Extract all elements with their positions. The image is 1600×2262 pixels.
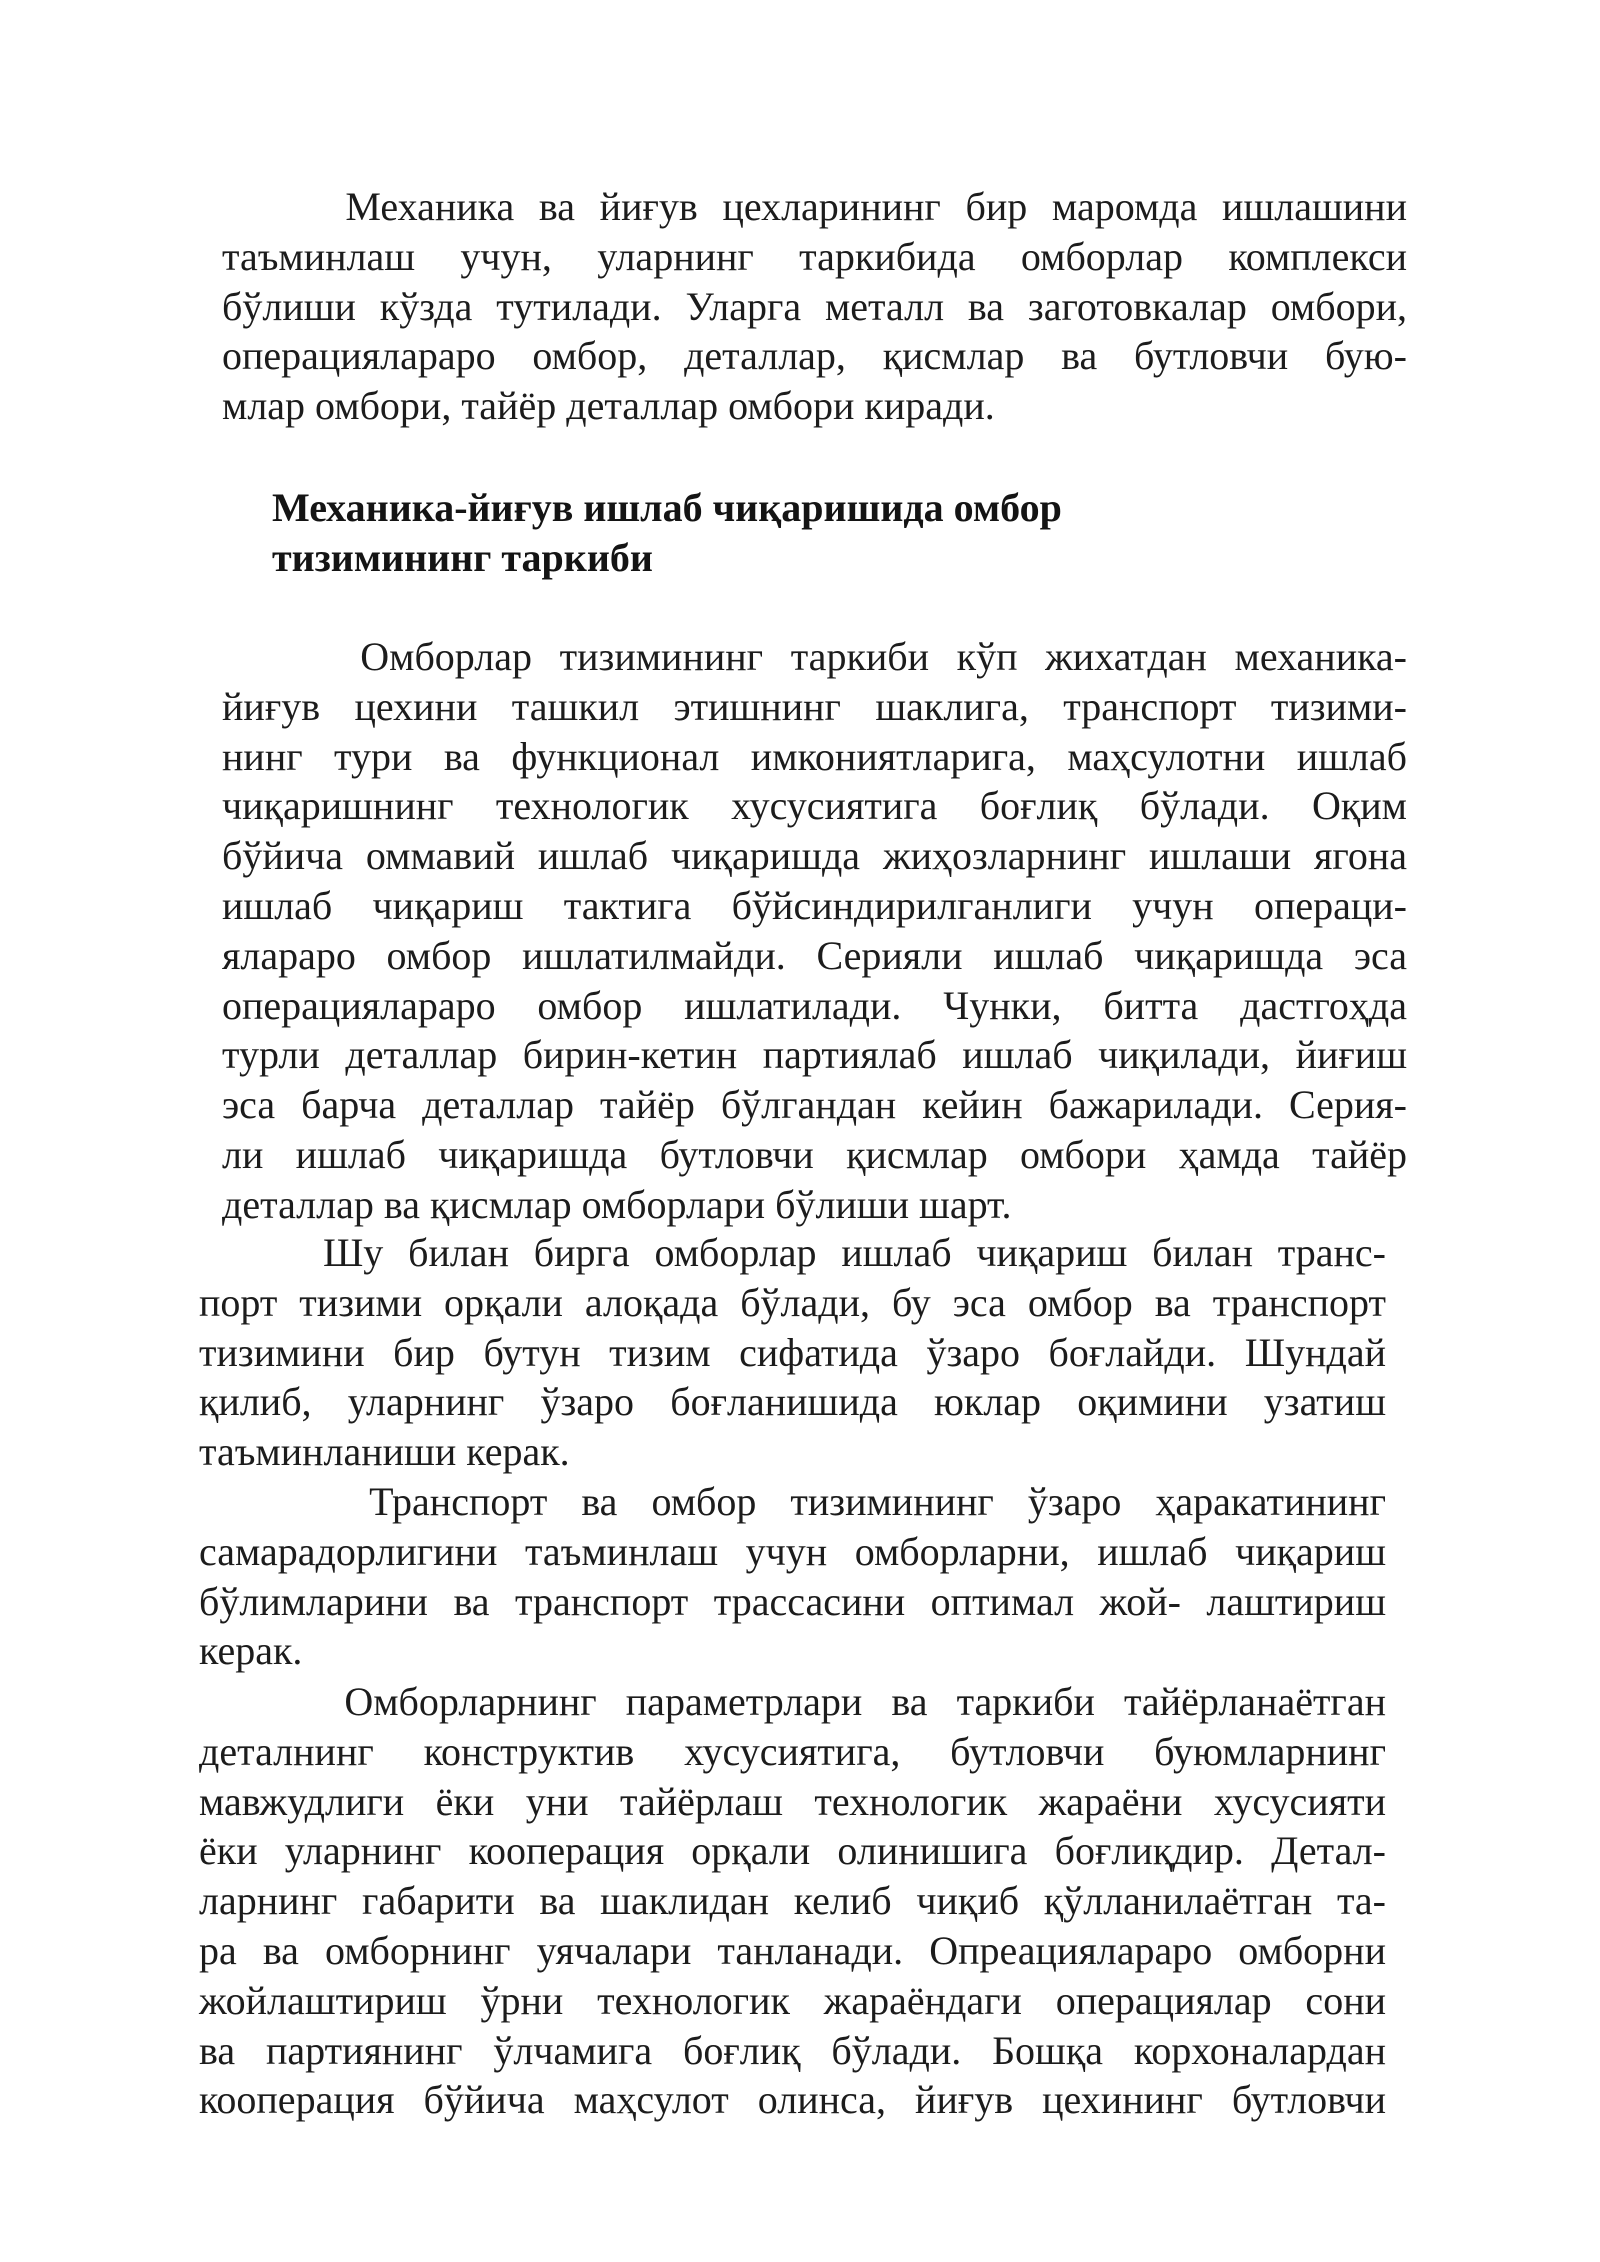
heading-line: тизимининг таркиби <box>272 534 653 580</box>
paragraph-warehouse-structure <box>222 632 1407 1230</box>
section-heading <box>272 483 1062 583</box>
paragraph-line: самарадорлигини таъминлаш учун омборларни, ишлаб чиқариш <box>199 1528 1386 1574</box>
paragraph-line: ялараро омбор ишлатилмайди. Серияли ишлаб чиқаришда эса <box>222 932 1407 978</box>
paragraph-line: кооперация бўйича маҳсулот олинса, йиғув цехининг бутловчи <box>199 2077 1386 2123</box>
paragraph-line: Механика ва йиғув цехларининг бир маромда ишлашини <box>222 184 1407 229</box>
paragraph-line: деталнинг конструктив хусусиятига, бутловчи буюмларнинг <box>199 1728 1386 1774</box>
paragraph-line: Омборларнинг параметрлари ва таркиби тайёрланаётган <box>199 1679 1386 1724</box>
paragraph-warehouse-parameters <box>199 1677 1386 2125</box>
paragraph-line: нинг тури ва функционал имкониятларига, маҳсулотни ишлаб <box>222 733 1407 779</box>
paragraph-line: ишлаб чиқариш тактига бўйсиндирилганлиги учун операци- <box>222 882 1407 928</box>
paragraph-line: Омборлар тизимининг таркиби кўп жихатдан механика- <box>222 634 1407 679</box>
paragraph-line: ва партиянинг ўлчамига боғлиқ бўлади. Бошқа корхоналардан <box>199 2027 1386 2073</box>
paragraph-line: жойлаштириш ўрни технологик жараёндаги операциялар сони <box>199 1977 1386 2023</box>
paragraph-line: тизимини бир бутун тизим сифатида ўзаро боғлайди. Шундай <box>199 1329 1386 1375</box>
paragraph-line: ёки уларнинг кооперация орқали олинишига боғлиқдир. Детал- <box>199 1828 1386 1874</box>
paragraph-line: бўлимларини ва транспорт трассасини оптимал жой- лаштириш <box>199 1578 1386 1624</box>
paragraph-line: операциялараро омбор, деталлар, қисмлар ва бутловчи бую- <box>222 333 1407 379</box>
paragraph-transport-efficiency <box>199 1477 1386 1676</box>
heading-line: Механика-йиғув ишлаб чиқаришида омбор <box>272 485 1062 530</box>
paragraph-line: бўйича оммавий ишлаб чиқаришда жиҳозларнинг ишлаши ягона <box>222 833 1407 879</box>
paragraph-line: чиқаришнинг технологик хусусиятига боғлиқ бўлади. Оқим <box>222 783 1407 829</box>
paragraph-line: таъминлаш учун, уларнинг таркибида омборлар комплекси <box>222 233 1407 279</box>
paragraph-intro <box>222 182 1407 431</box>
paragraph-line: мавжудлиги ёки уни тайёрлаш технологик жараёни хусусияти <box>199 1778 1386 1824</box>
paragraph-line: Шу билан бирга омборлар ишлаб чиқариш билан транс- <box>199 1230 1386 1275</box>
paragraph-line: ли ишлаб чиқаришда бутловчи қисмлар омбори ҳамда тайёр <box>222 1131 1407 1177</box>
paragraph-line: турли деталлар бирин-кетин партиялаб ишлаб чиқилади, йиғиш <box>222 1032 1407 1078</box>
paragraph-line: эса барча деталлар тайёр бўлгандан кейин бажарилади. Серия- <box>222 1082 1407 1128</box>
paragraph-line: операциялараро омбор ишлатилади. Чунки, битта дастгоҳда <box>222 982 1407 1028</box>
paragraph-line: йиғув цехини ташкил этишнинг шаклига, транспорт тизими- <box>222 683 1407 729</box>
paragraph-line: ларнинг габарити ва шаклидан келиб чиқиб қўлланилаётган та- <box>199 1878 1386 1924</box>
paragraph-line: таъминланиши керак. <box>199 1429 570 1475</box>
paragraph-line: бўлиши кўзда тутилади. Уларга металл ва заготовкалар омбори, <box>222 283 1407 329</box>
paragraph-line: керак. <box>199 1628 303 1674</box>
paragraph-line: ра ва омборнинг уячалари танланади. Опреациялараро омборни <box>199 1927 1386 1973</box>
paragraph-transport-link <box>199 1228 1386 1477</box>
paragraph-line: Транспорт ва омбор тизимининг ўзаро ҳаракатининг <box>199 1479 1386 1524</box>
paragraph-line: млар омбори, тайёр деталлар омбори киради. <box>222 383 995 429</box>
paragraph-line: порт тизими орқали алоқада бўлади, бу эса омбор ва транспорт <box>199 1279 1386 1325</box>
paragraph-line: қилиб, уларнинг ўзаро боғланишида юклар оқимини узатиш <box>199 1379 1386 1425</box>
paragraph-line: деталлар ва қисмлар омборлари бўлиши шарт. <box>222 1181 1012 1227</box>
